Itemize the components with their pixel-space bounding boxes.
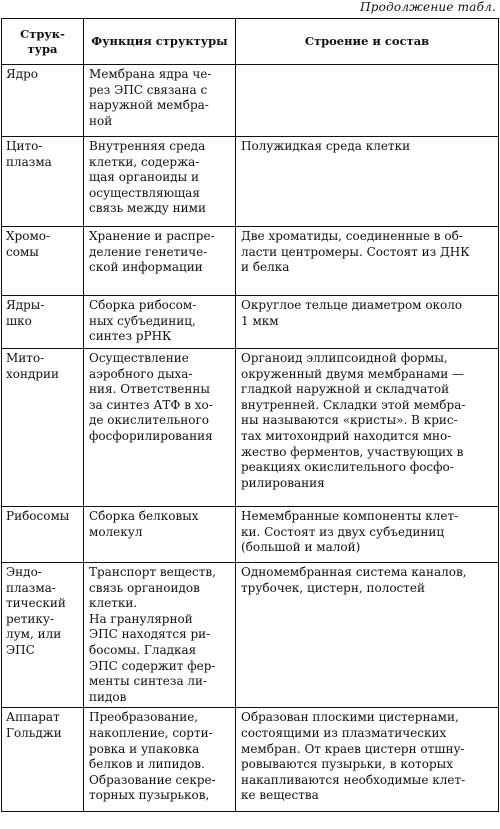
row-function: Сборка белковых молекул bbox=[84, 507, 236, 563]
header-structure: Струк- тура bbox=[2, 19, 84, 65]
table-row bbox=[2, 563, 499, 708]
row-function: Транспорт веществ, связь органоидов клетки. На гранулярной ЭПС находятся ри- босомы. Гладкая ЭПС содержит фер- менты синтеза ли- пидов bbox=[84, 563, 236, 708]
row-function: Сборка рибосом- ных субъединиц, синтез рРНК bbox=[84, 296, 236, 349]
table-row bbox=[2, 227, 499, 296]
table-row bbox=[2, 708, 499, 812]
table-row bbox=[2, 507, 499, 563]
header-composition: Строение и состав bbox=[236, 19, 499, 65]
row-function: Мембрана ядра че- рез ЭПС связана с наружной мембра- ной bbox=[84, 65, 236, 137]
row-composition: Немембранные компоненты клет- ки. Состоят из двух субъединиц (большой и малой) bbox=[236, 507, 499, 563]
row-function: Преобразование, накопление, сорти- ровка и упаковка белков и липидов. Образование секре- торных пузырьков, bbox=[84, 708, 236, 812]
header-function: Функция структуры bbox=[84, 19, 236, 65]
row-function: Осуществление аэробного дыха- ния. Ответственны за синтез АТФ в хо- де окислительного фосфорилирования bbox=[84, 349, 236, 507]
row-function: Хранение и распре- деление генетиче- ской информации bbox=[84, 227, 236, 296]
row-composition: Одномембранная система каналов, трубочек, цистерн, полостей bbox=[236, 563, 499, 708]
table-row bbox=[2, 65, 499, 137]
row-composition: Две хроматиды, соединенные в об- ласти центромеры. Состоят из ДНК и белка bbox=[236, 227, 499, 296]
row-function: Внутренняя среда клетки, содержа- щая органоиды и осуществляющая связь между ними bbox=[84, 137, 236, 227]
row-structure: Рибосомы bbox=[2, 507, 84, 563]
row-composition: Образован плоскими цистернами, состоящими из плазматических мембран. От краев цистерн отшну- ровываются пузырьки, в которых накапливаются необходимые клет- ке вещества bbox=[236, 708, 499, 812]
row-structure: Хромо- сомы bbox=[2, 227, 84, 296]
row-structure: Мито- хондрии bbox=[2, 349, 84, 507]
table-continuation-caption: Продолжение табл. bbox=[360, 0, 496, 14]
row-composition: Округлое тельце диаметром около 1 мкм bbox=[236, 296, 499, 349]
row-composition: Органоид эллипсоидной формы, окруженный двумя мембранами — гладкой наружной и складчатой внутренней. Складки этой мембра- ны называются «кристы». В крис- тах митохондрий находится мно- жество ферментов, участвующих в реакциях окислительного фосфо- рилирования bbox=[236, 349, 499, 507]
cell-structures-table bbox=[1, 18, 499, 812]
row-composition bbox=[236, 65, 499, 137]
row-structure: Аппарат Гольджи bbox=[2, 708, 84, 812]
row-structure: Цито- плазма bbox=[2, 137, 84, 227]
row-structure: Эндо- плазма- тический ретику- лум, или ЭПС bbox=[2, 563, 84, 708]
table-header-row bbox=[2, 19, 499, 65]
table-row bbox=[2, 349, 499, 507]
row-structure: Ядро bbox=[2, 65, 84, 137]
table-row bbox=[2, 137, 499, 227]
table-row bbox=[2, 296, 499, 349]
row-composition: Полужидкая среда клетки bbox=[236, 137, 499, 227]
row-structure: Ядры- шко bbox=[2, 296, 84, 349]
